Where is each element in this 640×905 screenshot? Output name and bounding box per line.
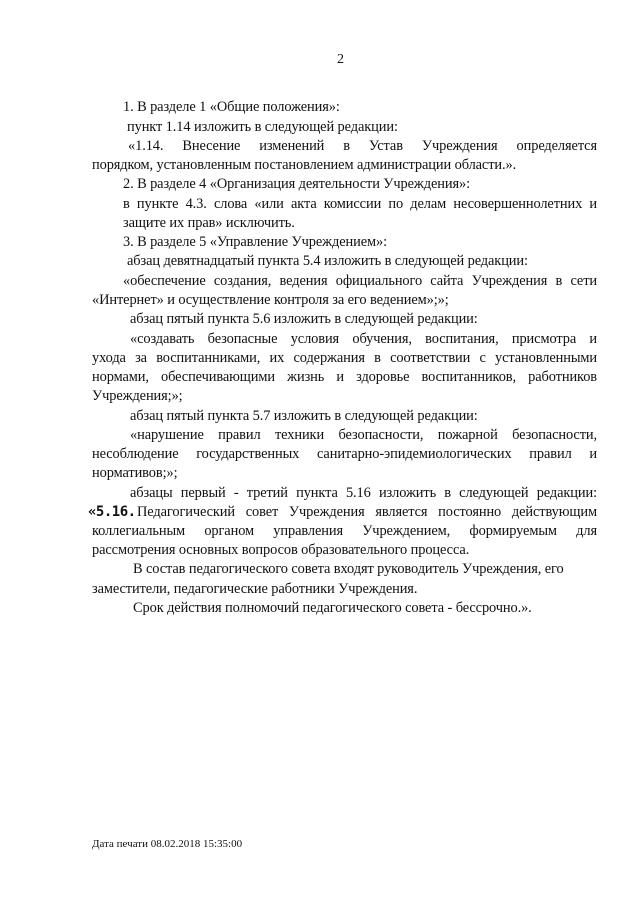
text-line: 3. В разделе 5 «Управление Учреждением»: [123, 234, 387, 250]
print-date-footer: Дата печати 08.02.2018 15:35:00 [92, 838, 243, 850]
text-line: порядком, установленным постановлением администрации области.». [92, 157, 517, 173]
text-line: «нарушение правил техники безопасности, пожарной безопасности, [130, 427, 597, 443]
text-line: «обеспечение создания, ведения официального сайта Учреждения в сети [123, 273, 597, 289]
text-line: Срок действия полномочий педагогического совета - бессрочно.». [133, 600, 532, 616]
text-line: Педагогический совет Учреждения является постоянно действующим [137, 504, 597, 520]
text-line: рассмотрения основных вопросов образовательного процесса. [92, 542, 470, 558]
page-number: 2 [337, 52, 344, 67]
text-line: 1. В разделе 1 «Общие положения»: [123, 99, 340, 115]
text-line: «1.14. Внесение изменений в Устав Учреждения определяется [128, 138, 597, 154]
text-line: «Интернет» и осуществление контроля за его ведением»;»; [92, 292, 449, 308]
text-line: заместители, педагогические работники Учреждения. [92, 581, 418, 597]
text-line: несоблюдение государственных санитарно-эпидемиологических правил и [92, 446, 597, 462]
text-line-5-16 [88, 504, 136, 521]
text-line: В состав педагогического совета входят руководитель Учреждения, его [133, 561, 564, 577]
text-line: 2. В разделе 4 «Организация деятельности Учреждения»: [123, 176, 470, 192]
handwritten-prefix: «5.16. [88, 504, 136, 520]
text-line: пункт 1.14 изложить в следующей редакции: [127, 119, 398, 135]
text-line: абзацы первый - третий пункта 5.16 изложить в следующей редакции: [130, 485, 597, 501]
text-line: абзац пятый пункта 5.7 изложить в следующей редакции: [130, 408, 478, 424]
text-line: «создавать безопасные условия обучения, воспитания, присмотра и [130, 331, 597, 347]
text-line: Учреждения;»; [92, 388, 183, 404]
text-line: абзац девятнадцатый пункта 5.4 изложить в следующей редакции: [127, 253, 528, 269]
text-line: абзац пятый пункта 5.6 изложить в следующей редакции: [130, 311, 478, 327]
text-line: коллегиальным органом управления Учреждением, формируемым для [92, 523, 597, 539]
text-line: нормами, обеспечивающими жизнь и здоровье воспитанников, работников [92, 369, 597, 385]
text-line: защите их прав» исключить. [123, 215, 295, 231]
text-line: ухода за воспитанниками, их содержания в соответствии с установленными [92, 350, 597, 366]
text-line: нормативов;»; [92, 465, 178, 481]
text-line: в пункте 4.3. слова «или акта комиссии по делам несовершеннолетних и [123, 196, 597, 212]
